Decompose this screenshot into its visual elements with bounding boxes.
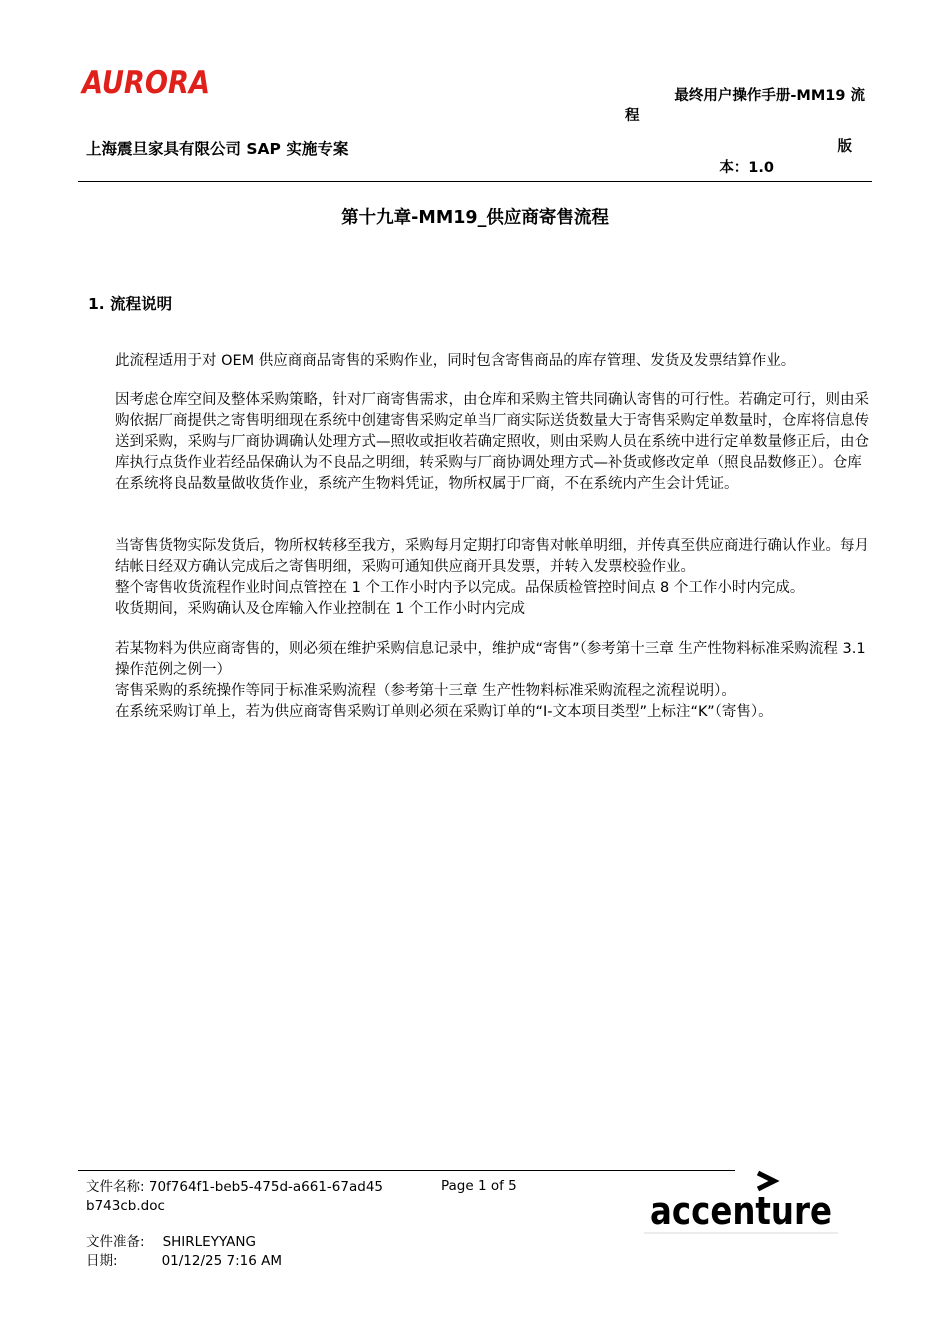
document-title-line2: 程: [625, 108, 640, 124]
paragraph-notes-line3: 在系统采购订单上，若为供应商寄售采购订单则必须在采购订单的“I-文本项目类型”上标注“K”（寄售）。: [115, 704, 773, 720]
paragraph-settlement-line3: 收货期间，采购确认及仓库输入作业控制在 1 个工作小时内完成: [115, 601, 525, 617]
section-heading: [88, 292, 172, 314]
section-title: 流程说明: [110, 295, 173, 313]
accenture-logo-text: accenture: [650, 1189, 832, 1233]
date-value: 01/12/25 7:16 AM: [161, 1253, 282, 1269]
version-line1: 版: [837, 139, 852, 155]
footer-divider: [78, 1170, 735, 1171]
date-label: 日期:: [86, 1253, 118, 1269]
prepared-label: 文件准备:: [86, 1234, 145, 1250]
footer-file-name: [86, 1178, 386, 1216]
document-title-line1: 最终用户操作手册-MM19 流: [674, 88, 865, 104]
paragraph-settlement-line2: 整个寄售收货流程作业时间点管控在 1 个工作小时内予以完成。品保质检管控时间点 8 个工作小时内完成。: [115, 580, 805, 596]
file-name-value: 70f764f1-beb5-475d-a661-67ad45b743cb.doc: [86, 1179, 383, 1214]
page-number: Page 1 of 5: [441, 1178, 517, 1194]
prepared-by-value: SHIRLEYYANG: [162, 1234, 256, 1250]
footer-prepared-by: [86, 1233, 256, 1252]
company-project-name: 上海震旦家具有限公司 SAP 实施专案: [86, 140, 349, 158]
version-info: [700, 137, 852, 179]
accenture-logo: [640, 1170, 840, 1234]
version-line2: 本：1.0: [719, 160, 774, 176]
aurora-logo-text: AURORA: [79, 65, 210, 101]
accenture-chevron-icon: [758, 1173, 774, 1189]
paragraph-system-notes: [115, 639, 875, 723]
chapter-title: 第十九章-MM19_供应商寄售流程: [341, 208, 609, 228]
document-title: [620, 86, 865, 126]
section-number: 1.: [88, 295, 105, 313]
aurora-logo: [79, 64, 212, 101]
paragraph-procedure: 因考虑仓库空间及整体采购策略，针对厂商寄售需求，由仓库和采购主管共同确认寄售的可行性。若确定可行，则由采购依据厂商提供之寄售明细现在系统中创建寄售采购定单当厂商实际送货数量大于寄售采购定单数量时，仓库将信息传送到采购，采购与厂商协调确认处理方式—照收或拒收若确定照收，则由采购人员在系统中进行定单数量修正后，由仓库执行点货作业若经品保确认为不良品之明细，转采购与厂商协调处理方式—补货或修改定单（照良品数修正）。仓库在系统将良品数量做收货作业，系统产生物料凭证，物所权属于厂商，不在系统内产生会计凭证。: [115, 392, 869, 492]
paragraph-notes-line1: 若某物料为供应商寄售的，则必须在维护采购信息记录中，维护成“寄售”（参考第十三章 生产性物料标准采购流程 3.1 操作范例之例一）: [115, 641, 866, 678]
file-label: 文件名称:: [86, 1179, 145, 1195]
footer-date: [86, 1252, 282, 1271]
header-divider: [78, 181, 872, 182]
paragraph-settlement: [115, 536, 875, 620]
paragraph-scope: 此流程适用于对 OEM 供应商商品寄售的采购作业，同时包含寄售商品的库存管理、发货及发票结算作业。: [115, 353, 796, 369]
paragraph-settlement-line1: 当寄售货物实际发货后，物所权转移至我方，采购每月定期打印寄售对帐单明细，并传真至供应商进行确认作业。每月结帐日经双方确认完成后之寄售明细，采购可通知供应商开具发票，并转入发票校验作业。: [115, 538, 869, 575]
paragraph-notes-line2: 寄售采购的系统操作等同于标准采购流程（参考第十三章 生产性物料标准采购流程之流程说明）。: [115, 683, 736, 699]
